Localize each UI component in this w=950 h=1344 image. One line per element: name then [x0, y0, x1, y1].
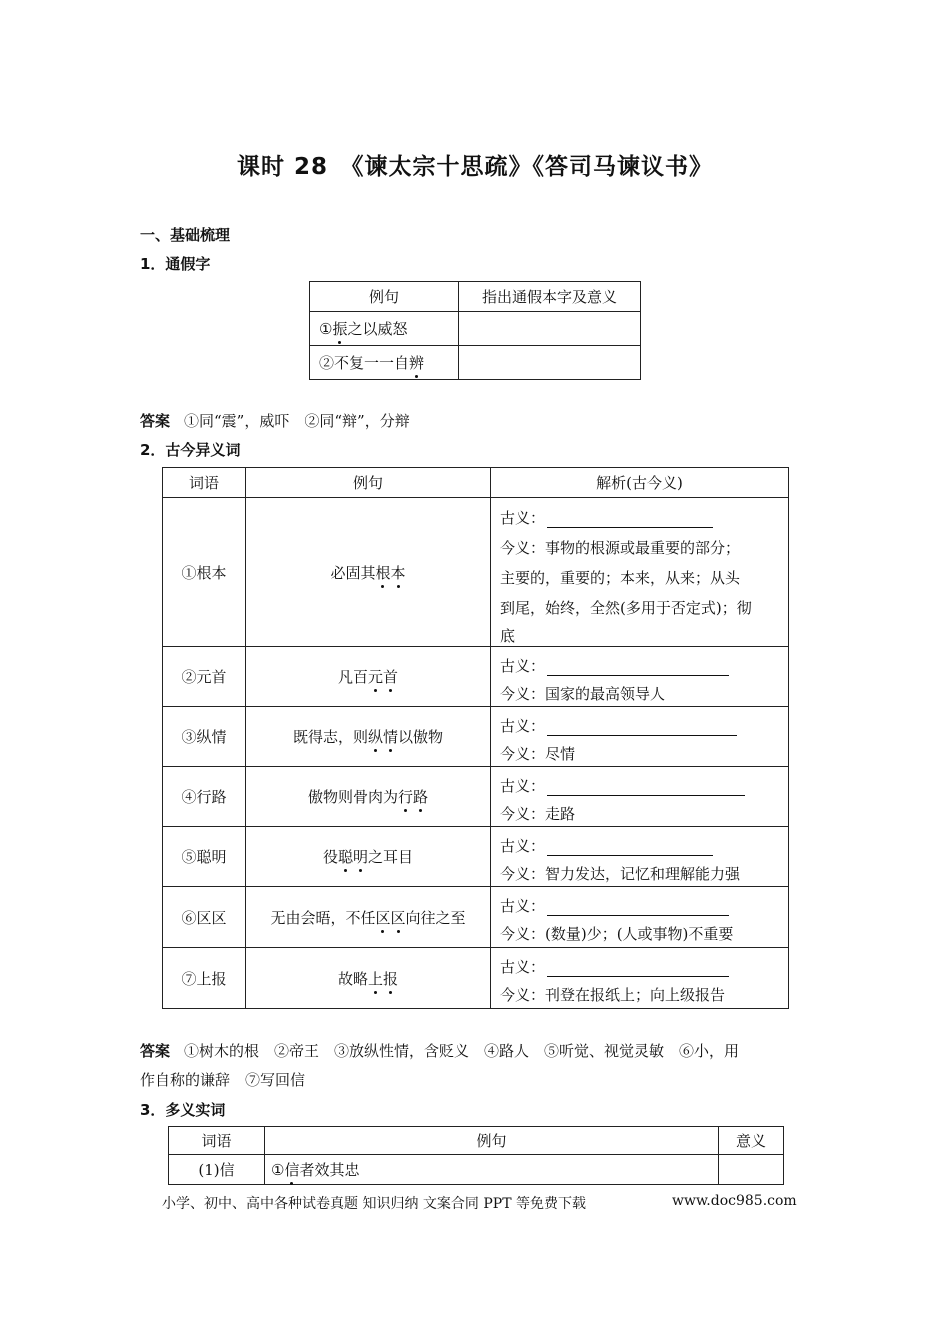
- dotted-char: 明: [353, 848, 369, 866]
- footer-link[interactable]: www.doc985.com: [672, 1193, 797, 1209]
- example-cell: ①振之以威怒: [310, 312, 459, 346]
- answer-label: 答案: [140, 412, 171, 430]
- table-header: 指出通假本字及意义: [459, 282, 641, 312]
- table-row: [163, 887, 789, 948]
- heading-gujin: 2．古今异义词: [140, 441, 241, 459]
- table-header: 例句: [310, 282, 459, 312]
- dotted-char: 行: [397, 788, 413, 806]
- example-cell: ②不复一一自辨: [310, 346, 459, 380]
- example-cell: 无由会晤，不任区区向往之至: [246, 887, 491, 948]
- dotted-char: 本: [390, 563, 406, 582]
- dotted-char: 辨: [409, 354, 425, 372]
- section-heading-basics: 一、基础梳理: [140, 226, 231, 244]
- dotted-char: 上: [367, 969, 383, 988]
- word-cell: (1)信: [169, 1155, 265, 1185]
- table-header: 解析(古今义): [491, 468, 789, 498]
- example-cell: ①信者效其忠: [265, 1155, 719, 1185]
- example-cell: 故略上报: [246, 948, 491, 1009]
- answer-cell: [719, 1155, 784, 1185]
- dotted-char: 信: [284, 1161, 300, 1179]
- tongjia-answer: [140, 410, 410, 431]
- meaning-cell: 古义： 今义：走路: [491, 767, 789, 827]
- dotted-char: 根: [375, 563, 391, 582]
- dotted-char: 元: [367, 668, 383, 686]
- table-row: [163, 767, 789, 827]
- page-title: 课时 28 《谏太宗十思疏》《答司马谏议书》: [236, 154, 713, 180]
- gujin-answer-cont: 作自称的谦辞 ⑦写回信: [140, 1071, 306, 1089]
- gujin-table: [162, 467, 789, 1009]
- word-cell: ④行路: [163, 767, 246, 827]
- dotted-char: 路: [413, 788, 429, 806]
- meaning-cell: 古义： 今义：国家的最高领导人: [491, 647, 789, 707]
- meaning-cell: 古义： 今义：(数量)少；(人或事物)不重要: [491, 887, 789, 948]
- answer-text: ①树木的根 ②帝王 ③放纵性情，含贬义 ④路人 ⑤听觉、视觉灵敏 ⑥小，用: [184, 1042, 740, 1060]
- tongjia-table: [309, 281, 641, 380]
- table-header: 词语: [163, 468, 246, 498]
- answer-blank[interactable]: [547, 901, 729, 916]
- dotted-char: 振: [332, 320, 348, 338]
- example-cell: 必固其根本: [246, 498, 491, 647]
- table-header: 意义: [719, 1127, 784, 1155]
- answer-cell: [459, 346, 641, 380]
- dotted-char: 报: [383, 969, 399, 988]
- table-header: 例句: [265, 1127, 719, 1155]
- meaning-cell: 古义： 今义：事物的根源或最重要的部分； 主要的，重要的；本来，从来；从头 到尾，始终，全然(多用于否定式)；彻 底: [491, 498, 789, 647]
- word-cell: ⑤聪明: [163, 827, 246, 887]
- table-row: [163, 498, 789, 647]
- answer-blank[interactable]: [547, 962, 729, 977]
- example-cell: 役聪明之耳目: [246, 827, 491, 887]
- table-row: [310, 312, 641, 346]
- answer-blank[interactable]: [547, 721, 737, 736]
- answer-cell: [459, 312, 641, 346]
- example-cell: 既得志，则纵情以傲物: [246, 707, 491, 767]
- gujin-answer: [140, 1040, 739, 1061]
- table-row: [163, 647, 789, 707]
- word-cell: ②元首: [163, 647, 246, 707]
- example-cell: 凡百元首: [246, 647, 491, 707]
- table-header: 词语: [169, 1127, 265, 1155]
- dotted-char: 首: [383, 668, 399, 686]
- table-header: 例句: [246, 468, 491, 498]
- heading-tongjia: 1．通假字: [140, 255, 211, 273]
- word-cell: ③纵情: [163, 707, 246, 767]
- dotted-char: 区: [375, 908, 391, 927]
- answer-blank[interactable]: [547, 661, 729, 676]
- answer-blank[interactable]: [547, 781, 745, 796]
- word-cell: ⑦上报: [163, 948, 246, 1009]
- table-row: [163, 707, 789, 767]
- word-cell: ①根本: [163, 498, 246, 647]
- heading-duoyi: 3．多义实词: [140, 1101, 226, 1119]
- answer-text: ①同“震”，威吓 ②同“辩”，分辩: [184, 412, 410, 430]
- answer-blank[interactable]: [547, 841, 713, 856]
- table-row: [169, 1155, 784, 1185]
- example-cell: 傲物则骨肉为行路: [246, 767, 491, 827]
- dotted-char: 情: [383, 728, 399, 746]
- dotted-char: 聪: [337, 848, 353, 866]
- table-row: [310, 346, 641, 380]
- word-cell: ⑥区区: [163, 887, 246, 948]
- duoyi-table: [168, 1126, 784, 1185]
- meaning-cell: 古义： 今义：刊登在报纸上；向上级报告: [491, 948, 789, 1009]
- table-row: [163, 948, 789, 1009]
- meaning-cell: 古义： 今义：智力发达，记忆和理解能力强: [491, 827, 789, 887]
- table-row: [163, 827, 789, 887]
- meaning-cell: 古义： 今义：尽情: [491, 707, 789, 767]
- answer-blank[interactable]: [547, 513, 713, 528]
- answer-label: 答案: [140, 1042, 171, 1060]
- footer-text: 小学、初中、高中各种试卷真题 知识归纳 文案合同 PPT 等免费下载: [162, 1196, 586, 1212]
- dotted-char: 区: [390, 908, 406, 927]
- dotted-char: 纵: [367, 728, 383, 746]
